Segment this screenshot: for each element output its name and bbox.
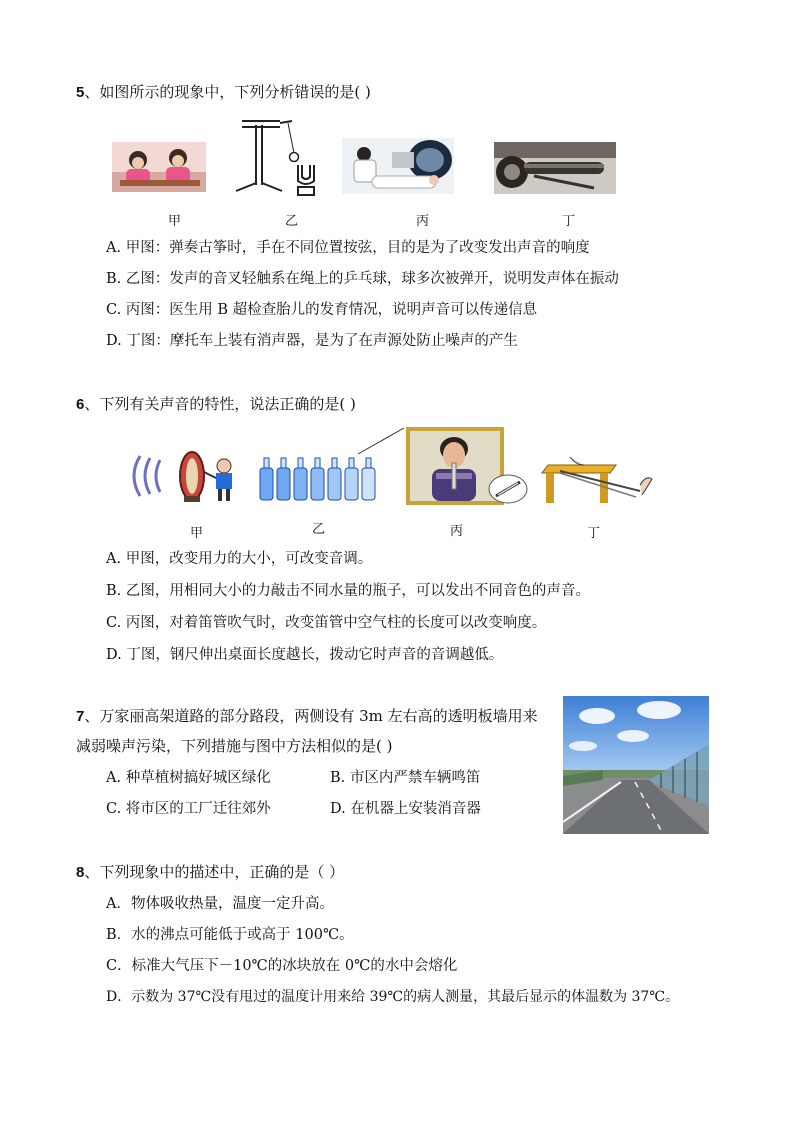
tuning-fork-ball-image bbox=[232, 115, 320, 197]
q5-option-a: A. 甲图：弹奏古筝时，手在不同位置按弦，目的是为了改变发出声音的响度 bbox=[106, 240, 590, 256]
caption-bing: 丙 bbox=[450, 524, 464, 539]
question-5-stem: 5、如图所示的现象中，下列分析错误的是( ) bbox=[76, 83, 371, 101]
q7-option-a: A. 种草植树搞好城区绿化 bbox=[106, 770, 271, 786]
q8-option-b: B．水的沸点可能低于或高于 100℃。 bbox=[106, 927, 354, 943]
caption-ding: 丁 bbox=[587, 526, 601, 541]
caption-jia: 甲 bbox=[190, 526, 204, 541]
q8-option-d: D．示数为 37℃没有甩过的温度计用来给 39℃的病人测量，其最后显示的体温数为 37℃。 bbox=[106, 989, 679, 1005]
caption-yi: 乙 bbox=[312, 522, 326, 537]
caption-yi: 乙 bbox=[285, 214, 299, 229]
q6-option-d: D. 丁图，钢尺伸出桌面长度越长，拨动它时声音的音调越低。 bbox=[106, 647, 504, 663]
caption-bing: 丙 bbox=[416, 214, 430, 229]
question-number: 7 bbox=[76, 708, 85, 725]
highway-sound-barrier-photo bbox=[563, 696, 709, 834]
motorcycle-muffler-image bbox=[494, 142, 616, 194]
q7-option-c: C. 将市区的工厂迁往郊外 bbox=[106, 801, 271, 817]
q5-option-b: B. 乙图：发声的音叉轻触系在绳上的乒乓球，球多次被弹开，说明发声体在振动 bbox=[106, 271, 619, 287]
q6-option-b: B. 乙图，用相同大小的力敲击不同水量的瓶子，可以发出不同音色的声音。 bbox=[106, 583, 590, 599]
b-ultrasound-image bbox=[342, 138, 454, 194]
caption-jia: 甲 bbox=[168, 214, 182, 229]
drum-sound-waves-image bbox=[124, 448, 244, 504]
caption-ding: 丁 bbox=[562, 214, 576, 229]
q5-option-d: D. 丁图：摩托车上装有消声器，是为了在声源处防止噪声的产生 bbox=[106, 333, 518, 349]
q7-option-d: D. 在机器上安装消音器 bbox=[330, 801, 481, 817]
question-number: 8 bbox=[76, 864, 85, 881]
water-bottles-image bbox=[258, 456, 382, 502]
q6-option-c: C. 丙图，对着笛管吹气时，改变笛管中空气柱的长度可以改变响度。 bbox=[106, 615, 547, 631]
q8-option-c: C．标准大气压下－10℃的冰块放在 0℃的水中会熔化 bbox=[106, 958, 458, 974]
q8-option-a: A．物体吸收热量，温度一定升高。 bbox=[106, 896, 334, 912]
question-number: 5 bbox=[76, 84, 85, 101]
question-7-stem: 7、万家丽高架道路的部分路段，两侧设有 3m 左右高的透明板墙用来 bbox=[76, 707, 538, 725]
callout-line bbox=[356, 424, 406, 456]
q6-option-a: A. 甲图，改变用力的大小，可改变音调。 bbox=[106, 551, 373, 567]
question-number: 6 bbox=[76, 396, 85, 413]
ruler-table-image bbox=[540, 455, 658, 507]
question-7-stem-line2: 减弱噪声污染，下列措施与图中方法相似的是( ) bbox=[76, 737, 393, 755]
q7-option-b: B. 市区内严禁车辆鸣笛 bbox=[330, 770, 481, 786]
question-6-stem: 6、下列有关声音的特性，说法正确的是( ) bbox=[76, 395, 356, 413]
q5-option-c: C. 丙图：医生用 B 超检查胎儿的发育情况，说明声音可以传递信息 bbox=[106, 302, 538, 318]
guzheng-players-image bbox=[112, 142, 206, 192]
question-8-stem: 8、下列现象中的描述中，正确的是（ ） bbox=[76, 863, 345, 881]
flute-closeup-icon bbox=[488, 474, 528, 504]
